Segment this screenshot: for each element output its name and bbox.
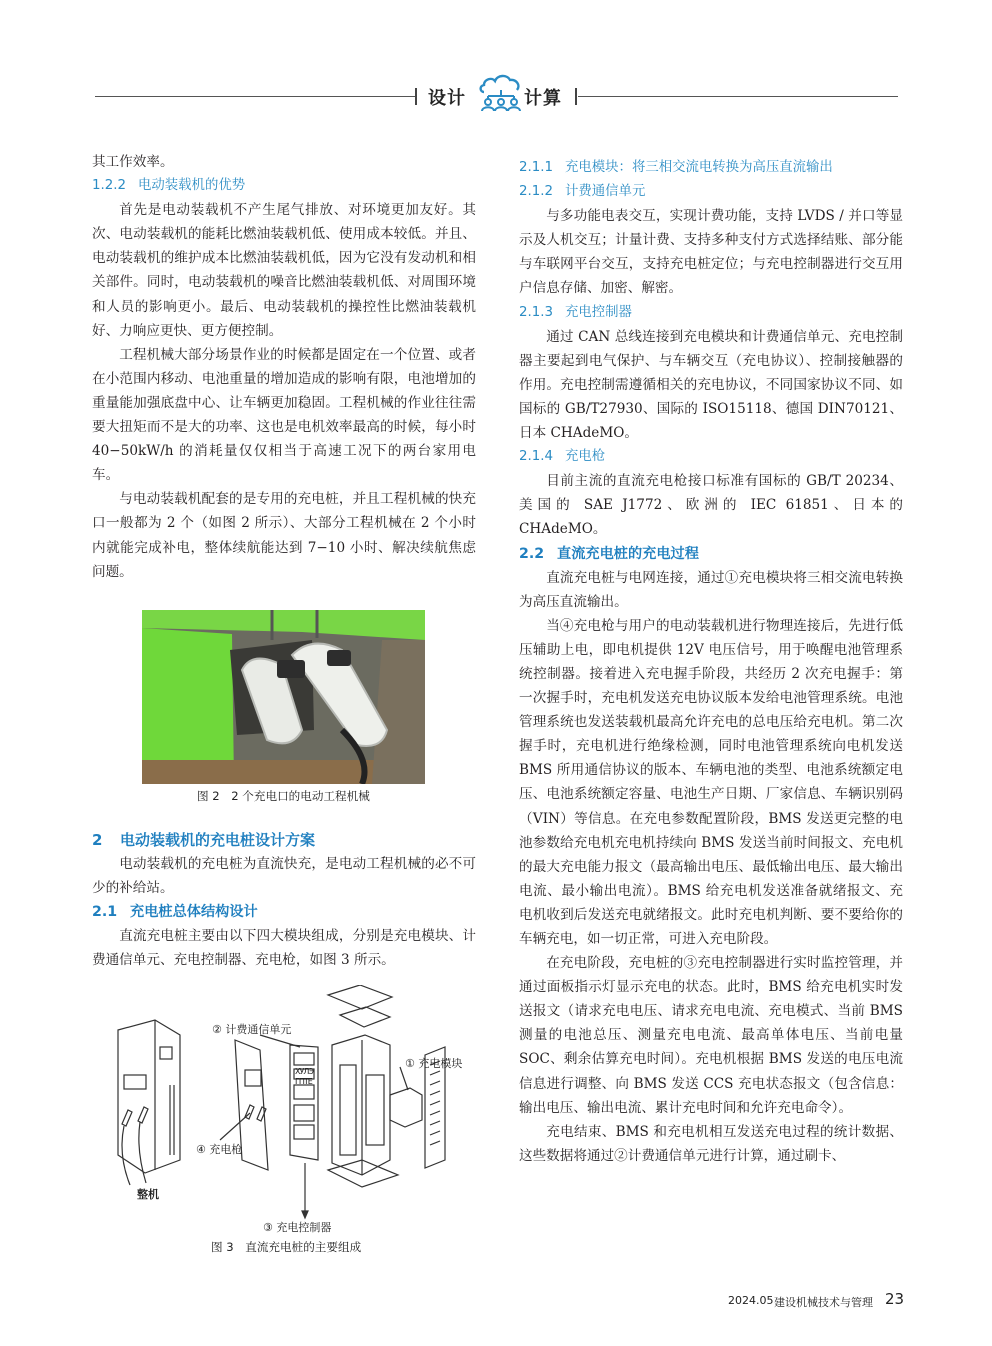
header-bar	[575, 88, 577, 105]
paragraph: 当④充电枪与用户的电动装载机进行物理连接后，先进行低压辅助上电，即电机提供 12V 电压信号，用于唤醒电池管理系统控制器。接着进入充电握手阶段，共经历 2 次充电握手：第一次握手时，充电机发送充电协议版本发给电池管理系统。电池管理系统也发送装载机最高允许充电的总电压给充电机。第二次握手时，充电机进行绝缘检测，同时电池管理系统向电机发送 BMS 所用通信协议的版本、车辆电池的类型、电池系统额定电压、电池系统额定容量、电池生产日期、厂家信息、车辆识别码（VIN）等信息。在充电参数配置阶段，BMS 发送更完整的电池参数给充电机充电机持续向 BMS 发送当前时间报文、充电机的最大充电能力报文（最高输出电压、最低输出电压、最大输出电流、最小输出电流）。BMS 给充电机发送准备就绪报文、充电机收到后发送充电就绪报文。此时充电机判断、要不要给你的车辆充电，如一切正常，可进入充电阶段。	[519, 617, 903, 947]
section-heading-2-1-1	[519, 156, 903, 180]
heading-text: 电动装载机的优势	[138, 178, 246, 194]
section-heading-2-1	[92, 900, 476, 924]
paragraph: 直流充电桩主要由以下四大模块组成，分别是充电模块、计费通信单元、充电控制器、充电枪，如图 3 所示。	[92, 928, 476, 969]
heading-number: 2.1.1	[519, 160, 554, 175]
heading-text: 充电模块：将三相交流电转换为高压直流输出	[565, 160, 833, 175]
footer-journal: 建设机械技术与管理	[774, 1296, 873, 1309]
section-heading-2-1-4	[519, 445, 903, 469]
paragraph: 充电结束、BMS 和充电机相互发送充电过程的统计数据、这些数据将通过②计费通信单元进行计算，通过刷卡、	[519, 1123, 903, 1164]
figure-2-caption: 图 2 2 个充电口的电动工程机械	[197, 789, 370, 803]
paragraph: 工程机械大部分场景作业的时候都是固定在一个位置、或者在小范围内移动、电池重量的增加造成的影响有限，电池增加的重量能加强底盘中心、让车辆更加稳固。工程机械的作业往往需要大扭矩而不是大的功率、这也是电机效率最高的时候，每小时 40−50kW/h 的消耗量仅仅相当于高速工况下的两台家用电车。	[92, 346, 476, 484]
heading-number: 2.2	[519, 545, 545, 562]
header-bar	[415, 88, 417, 105]
right-column	[519, 156, 903, 1168]
panel-text: ХУЛЭ ГПТЕ	[295, 1067, 313, 1086]
paragraph: 目前主流的直流充电枪接口标准有国标的 GB/T 20234、美国的 SAE J1772、欧洲的 IEC 61851、日本的 CHAdeMO。	[519, 473, 903, 538]
page-header	[0, 64, 992, 124]
label-communication-unit: ② 计费通信单元	[212, 1023, 292, 1036]
paragraph: 通过 CAN 总线连接到充电模块和计费通信单元、充电控制器主要起到电气保护、与车辆交互（充电协议）、控制接触器的作用。充电控制需遵循相关的充电协议，不同国家协议不同、如国标的 GB/T27930、国际的 ISO15118、德国 DIN70121、日本 CHAdeMO。	[519, 328, 903, 442]
cloud-network-icon	[476, 68, 526, 112]
paragraph: 与多功能电表交互，实现计费功能，支持 LVDS / 并口等显示及人机交互；计量计费、支持多种支付方式选择结账、部分能与车联网平台交互，支持充电桩定位；与充电控制器进行交互用户信息存储、加密、解密。	[519, 208, 903, 297]
section-heading-1-2-2	[92, 174, 476, 198]
section-heading-2	[92, 828, 476, 852]
header-rule-right	[578, 96, 898, 97]
heading-text: 充电控制器	[565, 304, 632, 320]
figure-3-diagram	[100, 985, 480, 1233]
heading-number: 2.1.3	[519, 304, 554, 320]
header-title-right: 计算	[524, 88, 562, 109]
section-heading-2-2	[519, 542, 903, 566]
label-charging-controller: ③ 充电控制器	[263, 1221, 332, 1234]
left-column-lower	[92, 828, 476, 973]
left-column	[92, 150, 476, 584]
heading-number: 1.2.2	[92, 178, 127, 194]
label-whole-machine: 整机	[137, 1188, 159, 1201]
label-charging-module: ① 充电模块	[405, 1057, 463, 1070]
header-rule-left	[95, 96, 417, 97]
page-number: 23	[885, 1290, 905, 1308]
heading-number: 2.1	[92, 904, 118, 921]
heading-number: 2	[92, 831, 103, 849]
figure-3-caption: 图 3 直流充电桩的主要组成	[211, 1240, 362, 1254]
paragraph: 其工作效率。	[92, 154, 174, 170]
section-heading-2-1-3	[519, 301, 903, 325]
paragraph: 首先是电动装载机不产生尾气排放、对环境更加友好。其次、电动装载机的能耗比燃油装载机低、使用成本较低。并且、电动装载机的维护成本比燃油装载机低，因为它没有发动机和相关部件。同时，电动装载机的噪音比燃油装载机低、对周围环境和人员的影响更小。最后、电动装载机的操控性比燃油装载机好、力响应更快、更方便控制。	[92, 202, 476, 339]
label-charging-gun: ④ 充电枪	[196, 1143, 243, 1156]
paragraph: 与电动装载机配套的是专用的充电桩，并且工程机械的快充口一般都为 2 个（如图 2 所示）、大部分工程机械在 2 个小时内就能完成补电，整体续航能达到 7−10 小时、解决续航焦虑问题。	[92, 491, 476, 580]
heading-number: 2.1.4	[519, 449, 554, 465]
paragraph: 电动装载机的充电桩为直流快充，是电动工程机械的必不可少的补给站。	[92, 856, 476, 897]
section-heading-2-1-2	[519, 180, 903, 204]
paragraph: 在充电阶段，充电桩的③充电控制器进行实时监控管理，并通过面板指示灯显示充电的状态。此时，BMS 给充电机实时发送报文（请求充电电压、请求充电电流、充电模式、当前 BMS 测量的电池总压、测量充电电流、最高单体电压、当前电量 SOC、剩余估算充电时间）。充电机根据 BMS 发送的电压电流信息进行调整、向 BMS 发送 CCS 充电状态报文（包含信息：输出电压、输出电流、累计充电时间和允许充电命令）。	[519, 955, 903, 1116]
footer-issue: 2024.05	[728, 1294, 774, 1307]
heading-text: 计费通信单元	[565, 184, 646, 200]
heading-text: 充电桩总体结构设计	[130, 904, 258, 921]
heading-text: 直流充电桩的充电过程	[557, 545, 699, 562]
paragraph: 直流充电桩与电网连接，通过①充电模块将三相交流电转换为高压直流输出。	[519, 569, 903, 610]
heading-text: 电动装载机的充电桩设计方案	[120, 831, 316, 849]
heading-text: 充电枪	[565, 449, 606, 465]
heading-number: 2.1.2	[519, 184, 554, 200]
header-title-left: 设计	[428, 88, 466, 109]
figure-2-photo	[142, 610, 425, 784]
